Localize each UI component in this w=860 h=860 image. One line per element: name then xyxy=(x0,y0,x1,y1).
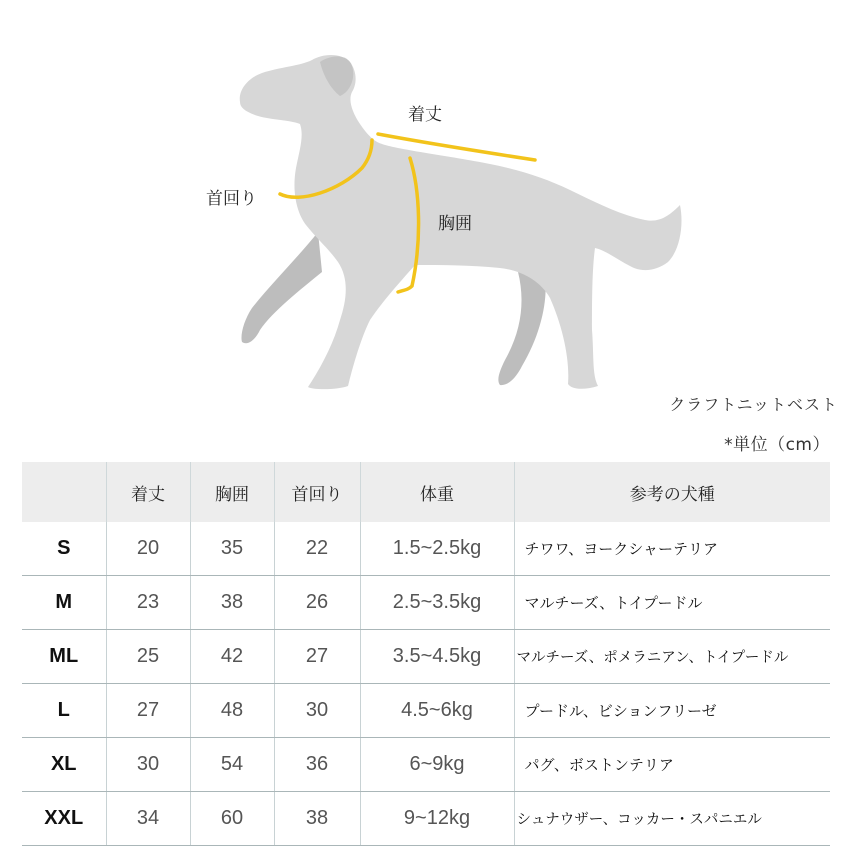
dog-far-hindleg xyxy=(498,272,545,385)
chest-cell: 48 xyxy=(190,684,274,738)
table-row xyxy=(22,630,830,684)
neck-cell: 30 xyxy=(274,684,360,738)
size-cell: S xyxy=(22,522,106,576)
table-row xyxy=(22,684,830,738)
breeds-cell: マルチーズ、トイプードル xyxy=(514,576,830,630)
size-cell: M xyxy=(22,576,106,630)
chest-label: 胸囲 xyxy=(438,214,472,234)
chest-cell: 35 xyxy=(190,522,274,576)
length-cell: 30 xyxy=(106,738,190,792)
table-row xyxy=(22,792,830,846)
neck-cell: 27 xyxy=(274,630,360,684)
weight-cell: 4.5~6kg xyxy=(360,684,514,738)
breeds-cell: プードル、ビションフリーゼ xyxy=(514,684,830,738)
breeds-cell: チワワ、ヨークシャーテリア xyxy=(514,522,830,576)
chest-cell: 60 xyxy=(190,792,274,846)
header-size xyxy=(22,462,106,522)
length-cell: 27 xyxy=(106,684,190,738)
size-cell: XXL xyxy=(22,792,106,846)
length-cell: 20 xyxy=(106,522,190,576)
length-cell: 25 xyxy=(106,630,190,684)
header-chest: 胸囲 xyxy=(190,462,274,522)
header-neck: 首回り xyxy=(274,462,360,522)
size-cell: XL xyxy=(22,738,106,792)
weight-cell: 6~9kg xyxy=(360,738,514,792)
header-breeds: 参考の犬種 xyxy=(514,462,830,522)
length-label: 着丈 xyxy=(408,105,442,125)
dog-far-foreleg xyxy=(241,232,322,343)
table-row xyxy=(22,522,830,576)
weight-cell: 3.5~4.5kg xyxy=(360,630,514,684)
neck-label: 首回り xyxy=(206,189,257,209)
weight-cell: 1.5~2.5kg xyxy=(360,522,514,576)
header-weight: 体重 xyxy=(360,462,514,522)
breeds-cell: シュナウザー、コッカー・スパニエル xyxy=(514,792,830,846)
length-cell: 34 xyxy=(106,792,190,846)
length-cell: 23 xyxy=(106,576,190,630)
neck-cell: 38 xyxy=(274,792,360,846)
size-cell: ML xyxy=(22,630,106,684)
chest-cell: 54 xyxy=(190,738,274,792)
weight-cell: 9~12kg xyxy=(360,792,514,846)
table-row xyxy=(22,576,830,630)
weight-cell: 2.5~3.5kg xyxy=(360,576,514,630)
table-row xyxy=(22,738,830,792)
breeds-cell: パグ、ボストンテリア xyxy=(514,738,830,792)
size-cell: L xyxy=(22,684,106,738)
breeds-cell: マルチーズ、ポメラニアン、トイプードル xyxy=(514,630,830,684)
table-header-row xyxy=(22,462,830,522)
neck-cell: 36 xyxy=(274,738,360,792)
unit-note: *単位（cm） xyxy=(724,435,830,455)
product-name: クラフトニットベスト xyxy=(669,395,838,414)
size-chart-table xyxy=(22,462,830,846)
neck-cell: 22 xyxy=(274,522,360,576)
neck-cell: 26 xyxy=(274,576,360,630)
chest-cell: 42 xyxy=(190,630,274,684)
header-length: 着丈 xyxy=(106,462,190,522)
chest-cell: 38 xyxy=(190,576,274,630)
